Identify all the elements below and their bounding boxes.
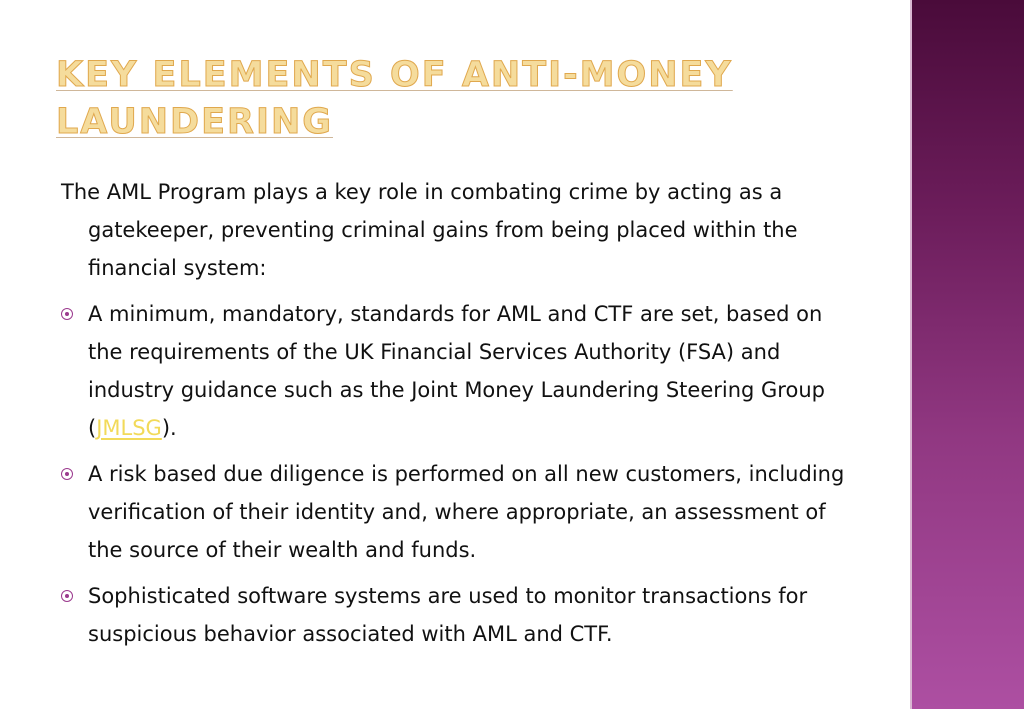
bullet-item-standards xyxy=(61,295,861,447)
intro-paragraph: The AML Program plays a key role in combating crime by acting as a gatekeeper, preventing criminal gains from being placed within the financial system: xyxy=(61,180,798,280)
slide-title xyxy=(56,52,776,146)
decorative-side-band xyxy=(910,0,1024,709)
bullet-item-monitoring xyxy=(61,577,861,653)
circle-bullet-icon xyxy=(61,590,73,602)
bullet-item-due-diligence xyxy=(61,455,861,569)
slide-title-line-1: KEY ELEMENTS OF ANTI-MONEY xyxy=(56,55,733,95)
jmlsg-link[interactable]: JMLSG xyxy=(96,416,162,440)
slide-title-line-2: LAUNDERING xyxy=(56,102,333,142)
circle-bullet-icon xyxy=(61,308,73,320)
bullet-text: A risk based due diligence is performed on all new customers, including verification of their identity and, where appropriate, an assessment of the source of their wealth and funds. xyxy=(88,462,845,562)
bullet-text-after-link: ). xyxy=(161,416,177,440)
bullet-text: Sophisticated software systems are used to monitor transactions for suspicious behavior associated with AML and CTF. xyxy=(88,584,808,646)
slide-body xyxy=(61,173,861,661)
circle-bullet-icon xyxy=(61,468,73,480)
bullet-text-before-link: A minimum, mandatory, standards for AML and CTF are set, based on the requirements of the UK Financial Services Authority (FSA) and industry guidance such as the Joint Money Laundering Steering Group ( xyxy=(88,302,825,440)
